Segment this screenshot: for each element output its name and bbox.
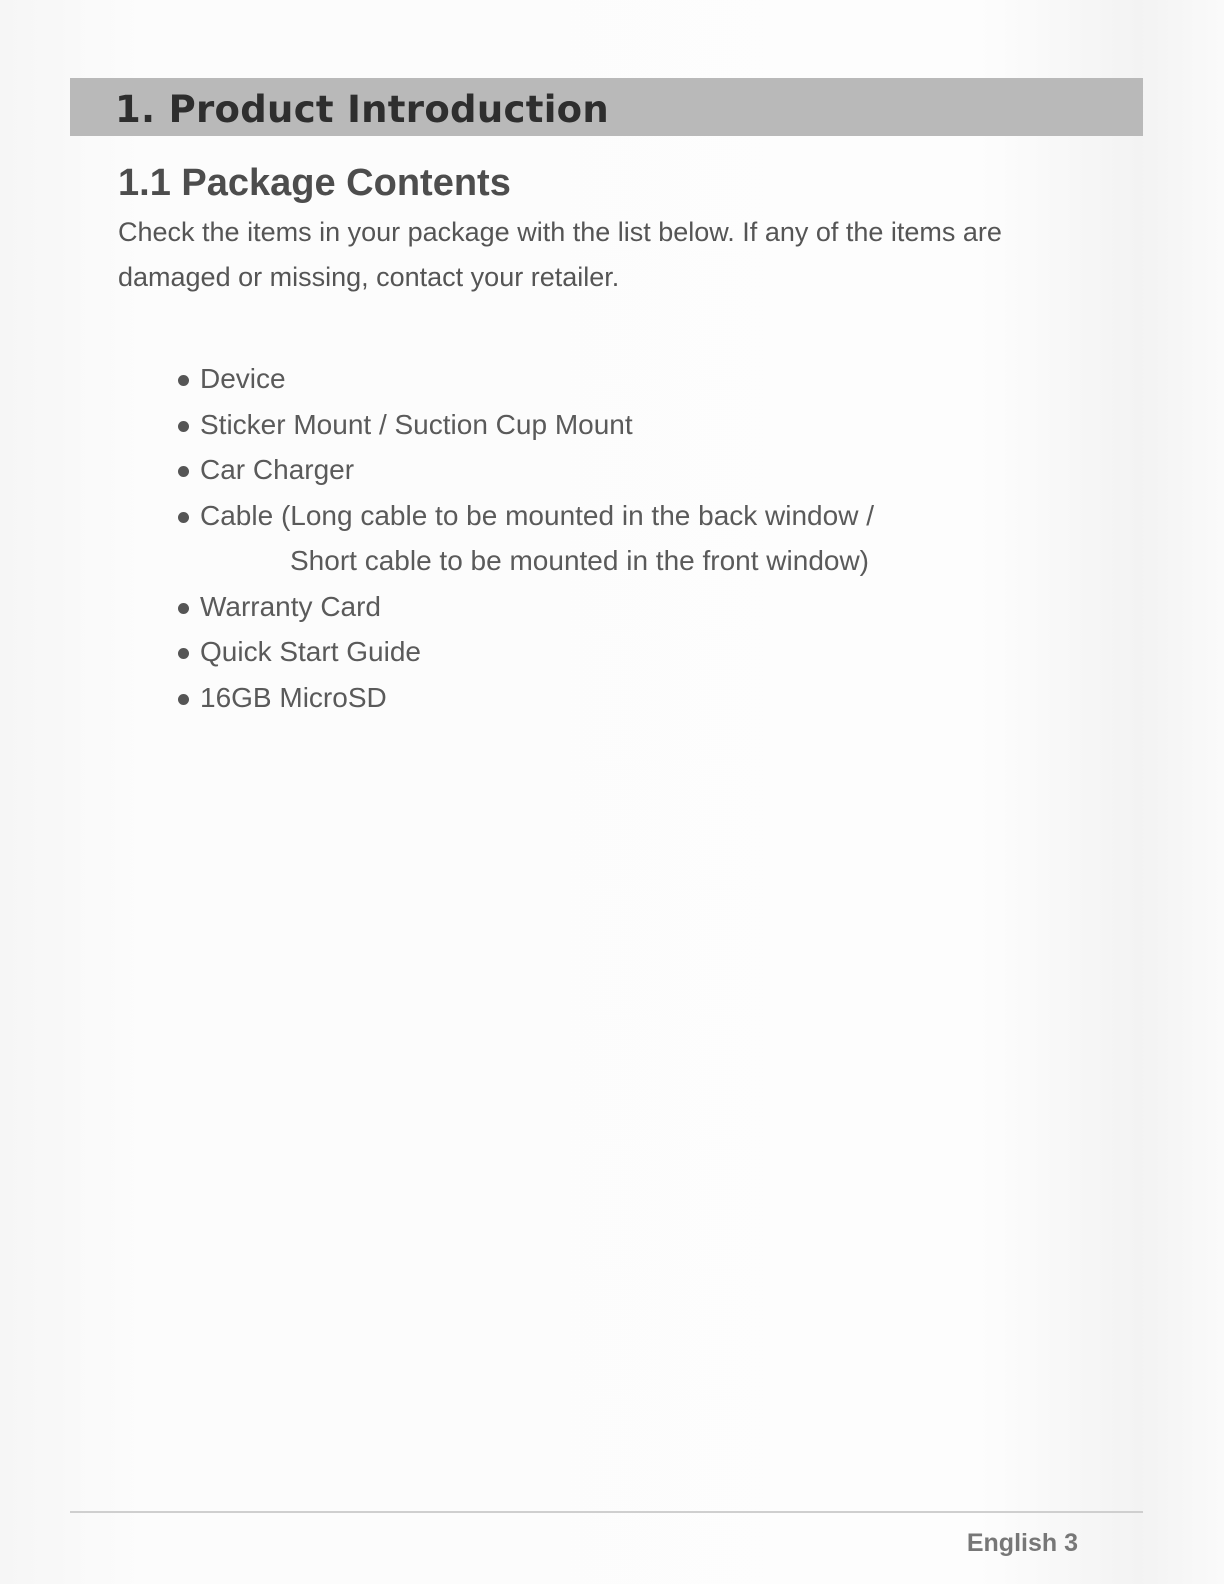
list-item xyxy=(176,629,874,675)
list-item xyxy=(176,447,874,493)
bullet-icon xyxy=(178,421,189,432)
list-item-label: Device xyxy=(200,363,286,394)
list-item-label: Warranty Card xyxy=(200,590,382,622)
bullet-icon xyxy=(178,512,189,523)
list-item xyxy=(176,493,874,584)
bullet-icon xyxy=(178,466,189,477)
intro-paragraph: Check the items in your package with the list below. If any of the items are damaged or missing, contact your retailer. xyxy=(118,217,1002,292)
list-item xyxy=(176,584,874,630)
footer-divider xyxy=(70,1511,1143,1513)
subsection-title: 1.1 Package Contents xyxy=(118,162,511,204)
list-item-label: Cable (Long cable to be mounted in the back window / xyxy=(200,499,874,531)
list-item xyxy=(176,675,874,721)
list-item-label: Car Charger xyxy=(200,454,355,485)
list-item-continuation: Short cable to be mounted in the front window) xyxy=(290,545,870,576)
list-item-label: 16GB MicroSD xyxy=(200,681,387,713)
list-item-label: Sticker Mount / Suction Cup Mount xyxy=(200,408,633,440)
package-contents-list xyxy=(176,356,874,720)
list-item-label: Quick Start Guide xyxy=(200,636,421,667)
bullet-icon xyxy=(178,603,189,614)
section-title: 1. Product Introduction xyxy=(115,88,610,131)
bullet-icon xyxy=(178,375,189,386)
page-number: English 3 xyxy=(966,1529,1078,1557)
bullet-icon xyxy=(178,648,189,659)
list-item xyxy=(176,356,874,402)
bullet-icon xyxy=(178,694,189,705)
list-item xyxy=(176,402,874,448)
